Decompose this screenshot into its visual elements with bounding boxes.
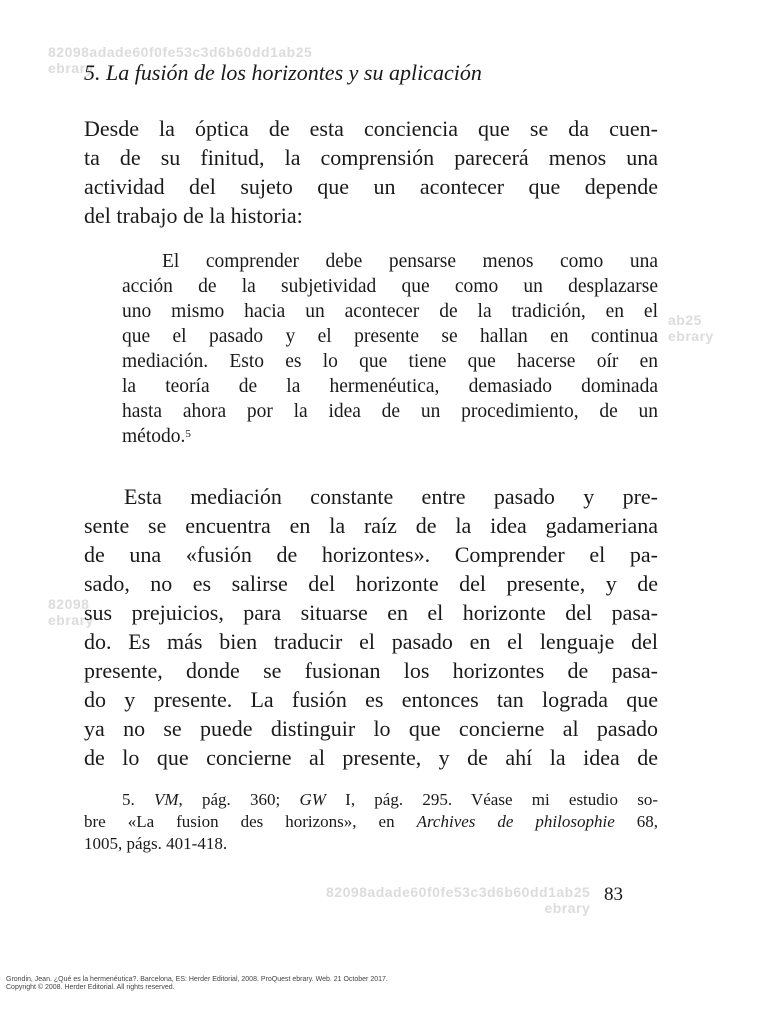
section-heading: 5. La fusión de los horizontes y su aplicación xyxy=(84,60,482,85)
footnote-text: , pág. 360; xyxy=(178,790,300,809)
text-line: presente, donde se fusionan los horizontes de pasa- xyxy=(84,658,658,683)
text-line: Desde la óptica de esta conciencia que se da cuen- xyxy=(84,116,658,141)
footnote-text: 68, xyxy=(614,812,659,831)
text-line: ya no se puede distinguir lo que concierne al pasado xyxy=(84,716,658,741)
page-number: 83 xyxy=(604,884,623,905)
text-line: ta de su finitud, la comprensión parecerá menos una xyxy=(84,145,658,170)
text-line: sus prejuicios, para situarse en el horizonte del pasa- xyxy=(84,600,658,625)
text-line: del trabajo de la historia: xyxy=(84,203,303,228)
footnote-number: 5. xyxy=(122,790,135,809)
footnote-marker: 5 xyxy=(185,428,191,440)
watermark-hash: ab25 xyxy=(668,312,702,328)
quote-line xyxy=(122,424,658,449)
quote-line: que el pasado y el presente se hallan en continua xyxy=(122,326,658,347)
quote-line: El comprender debe pensarse menos como una xyxy=(162,251,658,272)
paragraph-2 xyxy=(84,482,658,772)
citation xyxy=(6,976,388,992)
text-line: Esta mediación constante entre pasado y pre- xyxy=(124,484,658,509)
paragraph-1 xyxy=(84,114,658,230)
footnote-abbrev: GW xyxy=(299,790,326,809)
quote-line: acción de la subjetividad que como un desplazarse xyxy=(122,276,658,297)
watermark-brand: ebrary xyxy=(544,900,591,916)
watermark-brand: ebrary xyxy=(48,60,94,76)
quote-line: uno mismo hacia un acontecer de la tradición, en el xyxy=(122,301,658,322)
watermark-hash: 82098adade60f0fe53c3d6b60dd1ab25 xyxy=(48,44,313,60)
citation-line: Grondin, Jean. ¿Qué es la hermenéutica?. Barcelona, ES: Herder Editorial, 2008. ProQuest ebrary. Web. 21 October 2017. xyxy=(6,976,388,983)
footnote-abbrev: VM xyxy=(153,790,179,809)
watermark-bottom xyxy=(326,884,590,916)
text-line: do y presente. La fusión es entonces tan lograda que xyxy=(84,687,658,712)
text-line: de una «fusión de horizontes». Comprender el pa- xyxy=(84,542,658,567)
watermark-hash: 82098 xyxy=(48,596,90,612)
text-line: sado, no es salirse del horizonte del presente, y de xyxy=(84,571,658,596)
quote-line: mediación. Esto es lo que tiene que hacerse oír en xyxy=(122,351,658,372)
quote-line: la teoría de la hermenéutica, demasiado dominada xyxy=(122,376,658,397)
text-line: do. Es más bien traducir el pasado en el lenguaje del xyxy=(84,629,658,654)
text-line: actividad del sujeto que un acontecer que depende xyxy=(84,174,658,199)
block-quote xyxy=(122,249,658,449)
footnote-text: I, pág. 295. Véase mi estudio so- xyxy=(325,790,659,809)
footnote-line: 1005, págs. 401-418. xyxy=(84,834,228,853)
watermark-hash: 82098adade60f0fe53c3d6b60dd1ab25 xyxy=(326,884,591,900)
watermark-brand: ebrary xyxy=(48,612,94,628)
footnote-text: bre «La fusion des horizons», en xyxy=(84,812,417,831)
copyright-line: Copyright © 2008. Herder Editorial. All rights reserved. xyxy=(6,984,175,991)
text-line: de lo que concierne al presente, y de ahí la idea de xyxy=(84,745,658,770)
footnote-line xyxy=(84,811,658,833)
footnote xyxy=(84,789,659,855)
watermark-mid-right xyxy=(668,312,714,344)
watermark-brand: ebrary xyxy=(668,328,714,344)
quote-line: hasta ahora por la idea de un procedimiento, de un xyxy=(122,401,658,422)
footnote-journal: Archives de philosophie xyxy=(416,812,615,831)
text-line: sente se encuentra en la raíz de la idea gadameriana xyxy=(84,513,658,538)
quote-text: método. xyxy=(122,426,186,447)
footnote-line xyxy=(122,789,658,811)
